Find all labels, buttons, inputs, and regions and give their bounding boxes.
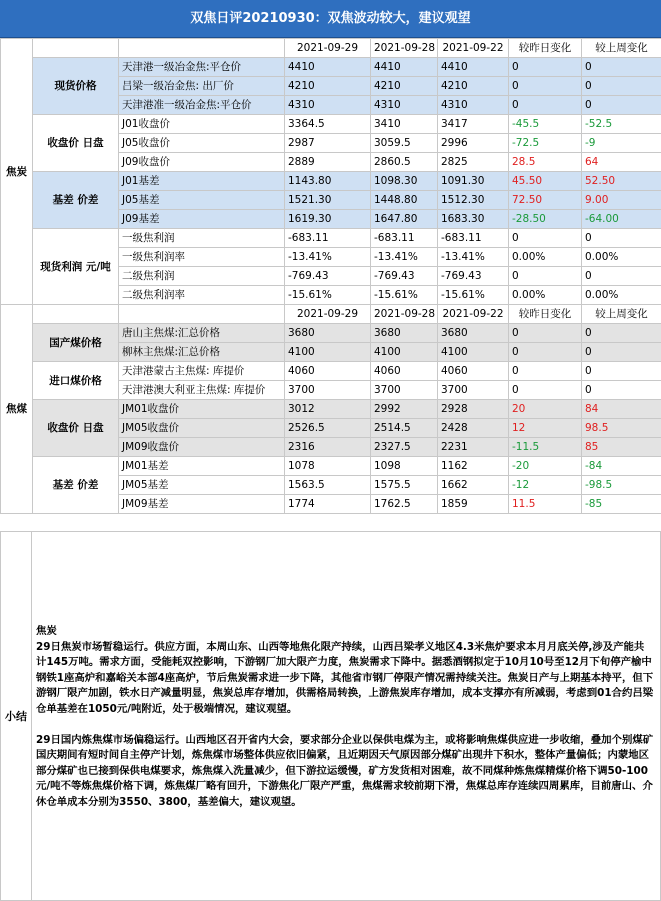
value-cell: 3680 <box>438 324 509 343</box>
change-week-cell: 0 <box>582 343 661 362</box>
item-name: J05收盘价 <box>119 134 285 153</box>
value-cell: 3059.5 <box>371 134 438 153</box>
value-cell: 4310 <box>285 96 371 115</box>
value-cell: 1078 <box>285 457 371 476</box>
change-week-cell: 0 <box>582 77 661 96</box>
item-name: 二级焦利润 <box>119 267 285 286</box>
value-cell: 1521.30 <box>285 191 371 210</box>
column-header: 2021-09-22 <box>438 305 509 324</box>
change-week-cell: 85 <box>582 438 661 457</box>
report-title: 双焦日评20210930：双焦波动较大，建议观望 <box>0 0 661 38</box>
value-cell: 1091.30 <box>438 172 509 191</box>
change-week-cell: 0 <box>582 229 661 248</box>
value-cell: 3700 <box>371 381 438 400</box>
value-cell: -683.11 <box>285 229 371 248</box>
change-week-cell: -98.5 <box>582 476 661 495</box>
item-name: 吕梁一级冶金焦: 出厂价 <box>119 77 285 96</box>
column-header: 较昨日变化 <box>509 305 582 324</box>
item-name: JM05收盘价 <box>119 419 285 438</box>
item-name: JM05基差 <box>119 476 285 495</box>
value-cell: 3680 <box>285 324 371 343</box>
value-cell: 1098 <box>371 457 438 476</box>
value-cell: 2825 <box>438 153 509 172</box>
table-row <box>1 362 661 381</box>
value-cell: -683.11 <box>371 229 438 248</box>
item-name: 一级焦利润率 <box>119 248 285 267</box>
value-cell: 1774 <box>285 495 371 514</box>
change-day-cell: -28.50 <box>509 210 582 229</box>
category-label: 焦煤 <box>1 305 33 514</box>
value-cell: 4210 <box>371 77 438 96</box>
change-week-cell: 0 <box>582 362 661 381</box>
change-day-cell: 0.00% <box>509 286 582 305</box>
header-row <box>1 305 661 324</box>
summary-subtitle: 焦炭 <box>36 625 57 637</box>
column-header: 2021-09-22 <box>438 39 509 58</box>
change-week-cell: 52.50 <box>582 172 661 191</box>
header-blank <box>119 39 285 58</box>
change-day-cell: -45.5 <box>509 115 582 134</box>
group-label: 基差 价差 <box>33 457 119 514</box>
value-cell: -683.11 <box>438 229 509 248</box>
value-cell: 1448.80 <box>371 191 438 210</box>
value-cell: 1162 <box>438 457 509 476</box>
value-cell: 4060 <box>285 362 371 381</box>
table-row <box>1 115 661 134</box>
change-day-cell: 45.50 <box>509 172 582 191</box>
change-day-cell: -12 <box>509 476 582 495</box>
item-name: 天津港一级冶金焦:平仓价 <box>119 58 285 77</box>
column-header: 2021-09-29 <box>285 39 371 58</box>
value-cell: 2514.5 <box>371 419 438 438</box>
value-cell: 1859 <box>438 495 509 514</box>
value-cell: 1762.5 <box>371 495 438 514</box>
change-week-cell: 0.00% <box>582 286 661 305</box>
value-cell: 4100 <box>438 343 509 362</box>
value-cell: 4100 <box>285 343 371 362</box>
change-week-cell: -85 <box>582 495 661 514</box>
value-cell: 4060 <box>438 362 509 381</box>
change-day-cell: 0 <box>509 343 582 362</box>
value-cell: 1619.30 <box>285 210 371 229</box>
item-name: J01收盘价 <box>119 115 285 134</box>
column-header: 较上周变化 <box>582 39 661 58</box>
value-cell: 1563.5 <box>285 476 371 495</box>
value-cell: 3680 <box>371 324 438 343</box>
change-day-cell: 0 <box>509 267 582 286</box>
value-cell: -15.61% <box>438 286 509 305</box>
change-day-cell: 0 <box>509 324 582 343</box>
item-name: 天津港准一级冶金焦:平仓价 <box>119 96 285 115</box>
header-blank <box>33 305 119 324</box>
value-cell: 4410 <box>285 58 371 77</box>
item-name: 二级焦利润率 <box>119 286 285 305</box>
header-blank <box>119 305 285 324</box>
change-day-cell: 12 <box>509 419 582 438</box>
change-day-cell: 20 <box>509 400 582 419</box>
table-row <box>1 400 661 419</box>
table-row <box>1 324 661 343</box>
group-label: 收盘价 日盘 <box>33 400 119 457</box>
group-label: 基差 价差 <box>33 172 119 229</box>
table-row <box>1 229 661 248</box>
header-row <box>1 39 661 58</box>
item-name: J01基差 <box>119 172 285 191</box>
summary-section <box>0 531 661 901</box>
value-cell: 2987 <box>285 134 371 153</box>
value-cell: 3364.5 <box>285 115 371 134</box>
column-header: 2021-09-28 <box>371 305 438 324</box>
change-week-cell: 9.00 <box>582 191 661 210</box>
value-cell: -769.43 <box>438 267 509 286</box>
table-row <box>1 58 661 77</box>
value-cell: 2860.5 <box>371 153 438 172</box>
change-day-cell: -11.5 <box>509 438 582 457</box>
value-cell: 1662 <box>438 476 509 495</box>
value-cell: 3410 <box>371 115 438 134</box>
change-week-cell: 98.5 <box>582 419 661 438</box>
change-day-cell: 0 <box>509 96 582 115</box>
change-day-cell: 0 <box>509 58 582 77</box>
value-cell: 3700 <box>438 381 509 400</box>
value-cell: 4410 <box>438 58 509 77</box>
summary-text <box>32 531 661 901</box>
value-cell: 4410 <box>371 58 438 77</box>
value-cell: 1098.30 <box>371 172 438 191</box>
column-header: 较昨日变化 <box>509 39 582 58</box>
value-cell: 1647.80 <box>371 210 438 229</box>
change-day-cell: 0 <box>509 362 582 381</box>
value-cell: 4310 <box>371 96 438 115</box>
value-cell: 2992 <box>371 400 438 419</box>
change-week-cell: 84 <box>582 400 661 419</box>
change-day-cell: 0 <box>509 77 582 96</box>
value-cell: 2327.5 <box>371 438 438 457</box>
column-header: 2021-09-29 <box>285 305 371 324</box>
change-week-cell: 0.00% <box>582 248 661 267</box>
change-day-cell: -72.5 <box>509 134 582 153</box>
item-name: 一级焦利润 <box>119 229 285 248</box>
change-week-cell: 0 <box>582 381 661 400</box>
table-row <box>1 172 661 191</box>
item-name: 唐山主焦煤:汇总价格 <box>119 324 285 343</box>
column-header: 2021-09-28 <box>371 39 438 58</box>
change-week-cell: 0 <box>582 96 661 115</box>
value-cell: -15.61% <box>371 286 438 305</box>
change-day-cell: 11.5 <box>509 495 582 514</box>
item-name: J05基差 <box>119 191 285 210</box>
change-week-cell: -84 <box>582 457 661 476</box>
group-label: 国产煤价格 <box>33 324 119 362</box>
value-cell: 2316 <box>285 438 371 457</box>
group-label: 进口煤价格 <box>33 362 119 400</box>
change-day-cell: 72.50 <box>509 191 582 210</box>
value-cell: 3012 <box>285 400 371 419</box>
change-week-cell: 0 <box>582 267 661 286</box>
change-week-cell: 0 <box>582 58 661 77</box>
category-label: 焦炭 <box>1 39 33 305</box>
table-row <box>1 457 661 476</box>
summary-label: 小结 <box>0 531 32 901</box>
change-week-cell: 0 <box>582 324 661 343</box>
value-cell: 2889 <box>285 153 371 172</box>
value-cell: 4210 <box>285 77 371 96</box>
value-cell: 2428 <box>438 419 509 438</box>
item-name: JM09基差 <box>119 495 285 514</box>
item-name: JM01收盘价 <box>119 400 285 419</box>
item-name: 天津港蒙古主焦煤: 库提价 <box>119 362 285 381</box>
group-label: 现货价格 <box>33 58 119 115</box>
value-cell: 2231 <box>438 438 509 457</box>
group-label: 现货利润 元/吨 <box>33 229 119 305</box>
value-cell: 1143.80 <box>285 172 371 191</box>
value-cell: -13.41% <box>438 248 509 267</box>
column-header: 较上周变化 <box>582 305 661 324</box>
change-day-cell: 0.00% <box>509 248 582 267</box>
item-name: 柳林主焦煤:汇总价格 <box>119 343 285 362</box>
change-week-cell: 64 <box>582 153 661 172</box>
value-cell: -13.41% <box>285 248 371 267</box>
item-name: J09基差 <box>119 210 285 229</box>
change-week-cell: -9 <box>582 134 661 153</box>
value-cell: 4060 <box>371 362 438 381</box>
value-cell: 3417 <box>438 115 509 134</box>
change-day-cell: 28.5 <box>509 153 582 172</box>
item-name: JM01基差 <box>119 457 285 476</box>
item-name: 天津港澳大利亚主焦煤: 库提价 <box>119 381 285 400</box>
summary-paragraph-coke: 29日焦炭市场暂稳运行。供应方面，本周山东、山西等地焦化限产持续，山西吕梁孝义地区4.3米焦炉要求本月月底关停,涉及产能共计145万吨。需求方面，受能耗双控影响，下游钢厂加大限产力度，焦炭需求下降中。据悉酒钢拟定于10月10号至12月下旬停产榆中钢铁1座高炉和嘉峪关本部4座高炉，节后焦炭需求进一步下降，其他省市钢厂停限产情况需持续关注。焦炭日产与上期基本持平，但下游钢厂限产加剧，铁水日产减量明显，焦炭总库存增加，供需格局转换，上游焦炭库存增加，成本支撑亦有所减弱，考虑到01合约吕梁仓单基差在1050元/吨附近，处于极端情况，建议观望。 <box>36 640 654 715</box>
value-cell: -769.43 <box>285 267 371 286</box>
value-cell: 2996 <box>438 134 509 153</box>
change-day-cell: 0 <box>509 381 582 400</box>
item-name: J09收盘价 <box>119 153 285 172</box>
value-cell: 2526.5 <box>285 419 371 438</box>
item-name: JM09收盘价 <box>119 438 285 457</box>
value-cell: 2928 <box>438 400 509 419</box>
value-cell: -13.41% <box>371 248 438 267</box>
value-cell: 4100 <box>371 343 438 362</box>
value-cell: 3700 <box>285 381 371 400</box>
change-day-cell: -20 <box>509 457 582 476</box>
value-cell: -769.43 <box>371 267 438 286</box>
header-blank <box>33 39 119 58</box>
value-cell: 1575.5 <box>371 476 438 495</box>
change-day-cell: 0 <box>509 229 582 248</box>
change-week-cell: -52.5 <box>582 115 661 134</box>
value-cell: 1512.30 <box>438 191 509 210</box>
group-label: 收盘价 日盘 <box>33 115 119 172</box>
data-table <box>0 38 661 514</box>
value-cell: 4310 <box>438 96 509 115</box>
change-week-cell: -64.00 <box>582 210 661 229</box>
value-cell: 4210 <box>438 77 509 96</box>
summary-paragraph-coal: 29日国内炼焦煤市场偏稳运行。山西地区召开省内大会，要求部分企业以保供电煤为主，或将影响焦煤供应进一步收缩，叠加个别煤矿国庆期间有短时间自主停产计划，炼焦煤市场整体供应依旧偏紧，且近期因天气原因部分煤矿出现井下积水，整体产量偏低；内蒙地区部分煤矿也已接到保供电煤要求，炼焦煤入洗量减少，但下游拉运缓慢，矿方发货相对困难，故不同煤种炼焦煤精煤价格下调50-100元/吨不等炼焦煤价格下调，炼焦煤厂略有回升，下游焦化厂限产严重，焦煤需求较前期下滑，焦煤总库存连续四周累库，目前唐山、介休仓单成本分别为3550、3800，基差偏大，建议观望。 <box>36 733 654 808</box>
value-cell: -15.61% <box>285 286 371 305</box>
value-cell: 1683.30 <box>438 210 509 229</box>
